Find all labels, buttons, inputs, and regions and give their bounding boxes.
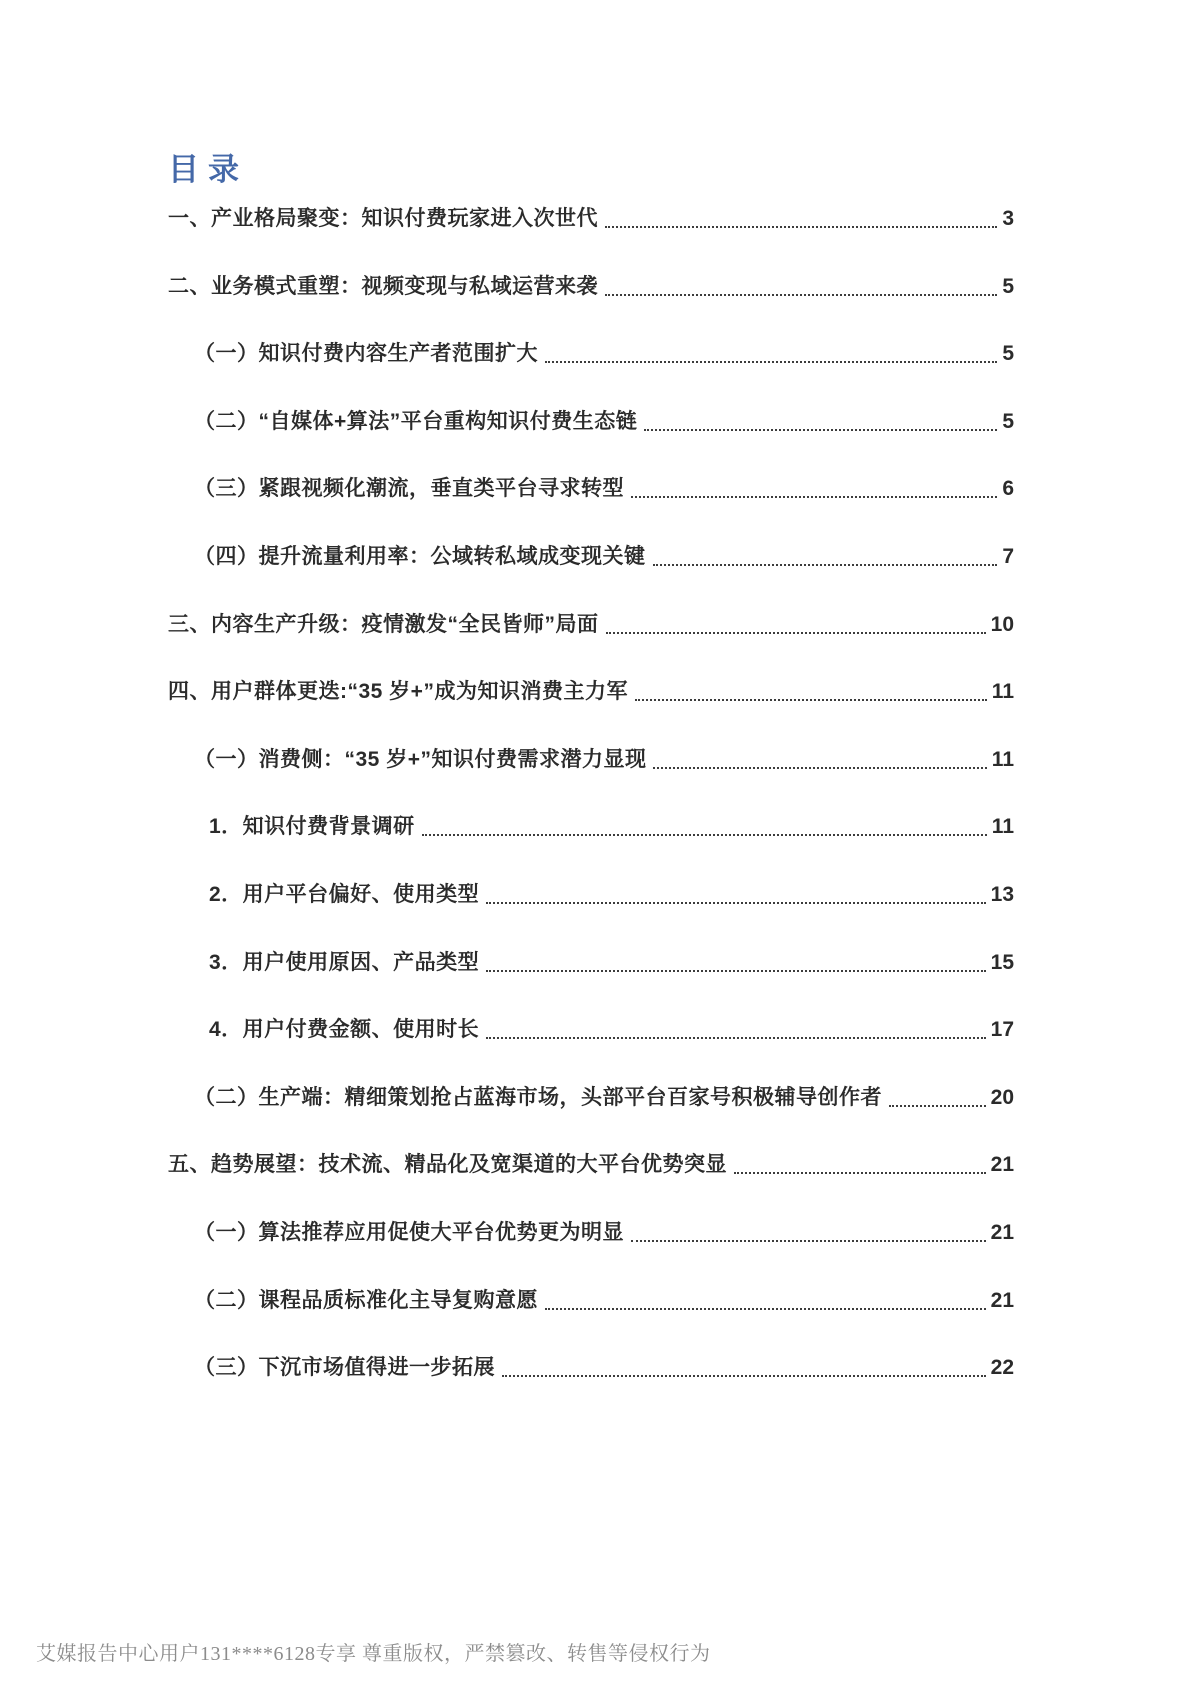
- toc-entry[interactable]: [168, 1018, 1014, 1086]
- toc-entry[interactable]: [168, 1356, 1014, 1424]
- toc-page-number: 21: [990, 1288, 1014, 1312]
- toc-leader-dots: [605, 275, 997, 296]
- toc-page-number: 5: [1002, 274, 1014, 298]
- toc-entry-label: （三）下沉市场值得进一步拓展: [194, 1356, 495, 1380]
- toc-entry-label: （一）消费侧：“35 岁+”知识付费需求潜力显现: [194, 747, 647, 771]
- toc-entry-label: 五、趋势展望：技术流、精品化及宽渠道的大平台优势突显: [168, 1153, 727, 1177]
- toc-list: [168, 207, 1014, 1424]
- toc-page-number: 15: [990, 950, 1014, 974]
- toc-page-number: 11: [991, 747, 1014, 771]
- toc-leader-dots: [502, 1356, 986, 1377]
- toc-page-number: 10: [990, 612, 1014, 636]
- toc-leader-dots: [653, 545, 998, 566]
- toc-page-number: 5: [1002, 342, 1014, 366]
- toc-entry[interactable]: [168, 1153, 1014, 1221]
- toc-entry-label: 3．用户使用原因、产品类型: [209, 950, 480, 974]
- toc-entry[interactable]: [168, 815, 1014, 883]
- toc-leader-dots: [653, 748, 986, 769]
- toc-entry-label: 一、产业格局聚变：知识付费玩家进入次世代: [168, 207, 598, 230]
- toc-entry-label: 1．知识付费背景调研: [209, 815, 415, 839]
- toc-entry[interactable]: [168, 748, 1014, 816]
- toc-page-number: 20: [990, 1085, 1014, 1109]
- toc-entry[interactable]: [168, 1289, 1014, 1357]
- toc-entry-label: （二）“自媒体+算法”平台重构知识付费生态链: [194, 409, 638, 433]
- toc-entry[interactable]: [168, 477, 1014, 545]
- toc-leader-dots: [635, 680, 987, 701]
- toc-page-number: 6: [1002, 477, 1014, 501]
- toc-leader-dots: [631, 477, 997, 498]
- toc-entry-label: （二）生产端：精细策划抢占蓝海市场，头部平台百家号积极辅导创作者: [194, 1085, 882, 1109]
- toc-page-number: 11: [991, 680, 1014, 704]
- toc-entry-label: （一）算法推荐应用促使大平台优势更为明显: [194, 1220, 624, 1244]
- toc-page-number: 11: [991, 815, 1014, 839]
- toc-entry-label: （一）知识付费内容生产者范围扩大: [194, 342, 538, 366]
- toc-page-number: 13: [990, 882, 1014, 906]
- toc-entry[interactable]: [168, 680, 1014, 748]
- toc-entry[interactable]: [168, 207, 1014, 275]
- toc-leader-dots: [734, 1153, 986, 1174]
- toc-page-number: 5: [1002, 409, 1014, 433]
- toc-page-number: 7: [1002, 544, 1014, 568]
- toc-entry[interactable]: [168, 951, 1014, 1019]
- toc-entry[interactable]: [168, 275, 1014, 343]
- toc-entry-label: （二）课程品质标准化主导复购意愿: [194, 1288, 538, 1312]
- toc-entry-label: 2．用户平台偏好、使用类型: [209, 882, 480, 906]
- toc-entry[interactable]: [168, 545, 1014, 613]
- toc-leader-dots: [486, 883, 985, 904]
- toc-page-number: 21: [990, 1153, 1014, 1177]
- toc-leader-dots: [606, 613, 986, 634]
- toc-leader-dots: [545, 342, 997, 363]
- toc-entry[interactable]: [168, 410, 1014, 478]
- copyright-watermark: 艾媒报告中心用户131****6128专享 尊重版权，严禁篡改、转售等侵权行为: [36, 1643, 711, 1665]
- toc-entry-label: （三）紧跟视频化潮流，垂直类平台寻求转型: [194, 477, 624, 501]
- toc-entry[interactable]: [168, 613, 1014, 681]
- toc-page-number: 17: [990, 1018, 1014, 1042]
- toc-entry-label: 三、内容生产升级：疫情激发“全民皆师”局面: [168, 612, 599, 636]
- toc-leader-dots: [605, 207, 997, 228]
- toc-entry[interactable]: [168, 883, 1014, 951]
- toc-leader-dots: [545, 1289, 986, 1310]
- toc-leader-dots: [486, 1018, 985, 1039]
- toc-leader-dots: [631, 1221, 986, 1242]
- toc-page-number: 22: [990, 1356, 1014, 1380]
- toc-entry-label: 二、业务模式重塑：视频变现与私域运营来袭: [168, 274, 598, 298]
- toc-entry[interactable]: [168, 1086, 1014, 1154]
- toc-leader-dots: [422, 815, 987, 836]
- toc-entry[interactable]: [168, 1221, 1014, 1289]
- toc-page-number: 3: [1002, 207, 1014, 230]
- toc-entry-label: （四）提升流量利用率：公域转私域成变现关键: [194, 544, 646, 568]
- toc-leader-dots: [889, 1086, 986, 1107]
- toc-entry-label: 4．用户付费金额、使用时长: [209, 1018, 480, 1042]
- toc-page-number: 21: [990, 1220, 1014, 1244]
- toc-entry[interactable]: [168, 342, 1014, 410]
- toc-leader-dots: [486, 951, 985, 972]
- page-title: 目录: [168, 152, 248, 187]
- toc-entry-label: 四、用户群体更迭:“35 岁+”成为知识消费主力军: [168, 680, 628, 704]
- toc-leader-dots: [644, 410, 997, 431]
